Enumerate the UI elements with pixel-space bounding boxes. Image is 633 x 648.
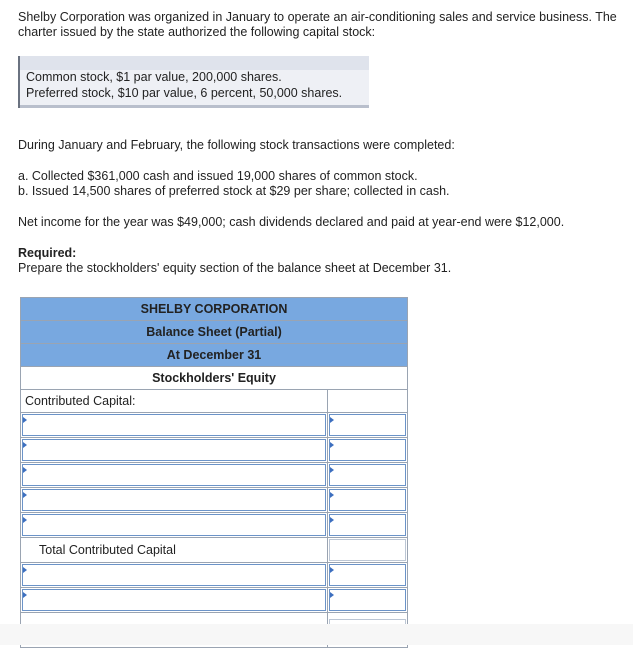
dropdown-arrow-icon <box>23 517 27 523</box>
contributed-amount-3-input[interactable] <box>329 464 406 486</box>
dropdown-arrow-icon <box>23 417 27 423</box>
dropdown-arrow-icon <box>330 417 334 423</box>
transaction-b: b. Issued 14,500 shares of preferred stock at $29 per share; collected in cash. <box>18 184 450 198</box>
contributed-item-3-input[interactable] <box>22 464 326 486</box>
balance-sheet-table <box>20 297 408 648</box>
total-contributed-input[interactable] <box>329 539 406 561</box>
section-title: Stockholders' Equity <box>152 371 276 385</box>
transactions-intro: During January and February, the following stock transactions were completed: <box>18 138 455 152</box>
company-name: SHELBY CORPORATION <box>140 302 288 316</box>
contributed-amount-1-input[interactable] <box>329 414 406 436</box>
contributed-amount-4-input[interactable] <box>329 489 406 511</box>
net-income-text: Net income for the year was $49,000; cash dividends declared and paid at year-end were $12,000. <box>18 215 565 229</box>
retained-amount-input[interactable] <box>329 564 406 586</box>
common-stock-line: Common stock, $1 par value, 200,000 shares. <box>26 70 282 84</box>
required-text: Prepare the stockholders' equity section of the balance sheet at December 31. <box>18 261 452 275</box>
contributed-item-2-input[interactable] <box>22 439 326 461</box>
dropdown-arrow-icon <box>330 467 334 473</box>
equity-amount-input[interactable] <box>329 589 406 611</box>
contributed-amount-5-input[interactable] <box>329 514 406 536</box>
contributed-capital-label: Contributed Capital: <box>21 390 328 413</box>
dropdown-arrow-icon <box>23 492 27 498</box>
capital-stock-box <box>18 56 369 108</box>
intro-text: Shelby Corporation was organized in January to operate an air-conditioning sales and service business. The charter issued by the state authorized the following capital stock: <box>18 10 617 39</box>
dropdown-arrow-icon <box>330 592 334 598</box>
contributed-item-1-input[interactable] <box>22 414 326 436</box>
preferred-stock-line: Preferred stock, $10 par value, 6 percent, 50,000 shares. <box>26 86 343 100</box>
total-contributed-label: Total Contributed Capital <box>21 538 328 563</box>
dropdown-arrow-icon <box>330 567 334 573</box>
dropdown-arrow-icon <box>330 492 334 498</box>
equity-item-input[interactable] <box>22 589 326 611</box>
sheet-title: Balance Sheet (Partial) <box>146 325 282 339</box>
required-label: Required: <box>18 246 77 260</box>
contributed-item-5-input[interactable] <box>22 514 326 536</box>
retained-item-input[interactable] <box>22 564 326 586</box>
dropdown-arrow-icon <box>23 467 27 473</box>
contributed-amount-2-input[interactable] <box>329 439 406 461</box>
page-footer-strip <box>0 624 633 645</box>
dropdown-arrow-icon <box>330 442 334 448</box>
transaction-a: a. Collected $361,000 cash and issued 19,000 shares of common stock. <box>18 169 418 183</box>
sheet-date: At December 31 <box>166 348 262 362</box>
dropdown-arrow-icon <box>330 517 334 523</box>
dropdown-arrow-icon <box>23 442 27 448</box>
contributed-item-4-input[interactable] <box>22 489 326 511</box>
dropdown-arrow-icon <box>23 592 27 598</box>
dropdown-arrow-icon <box>23 567 27 573</box>
